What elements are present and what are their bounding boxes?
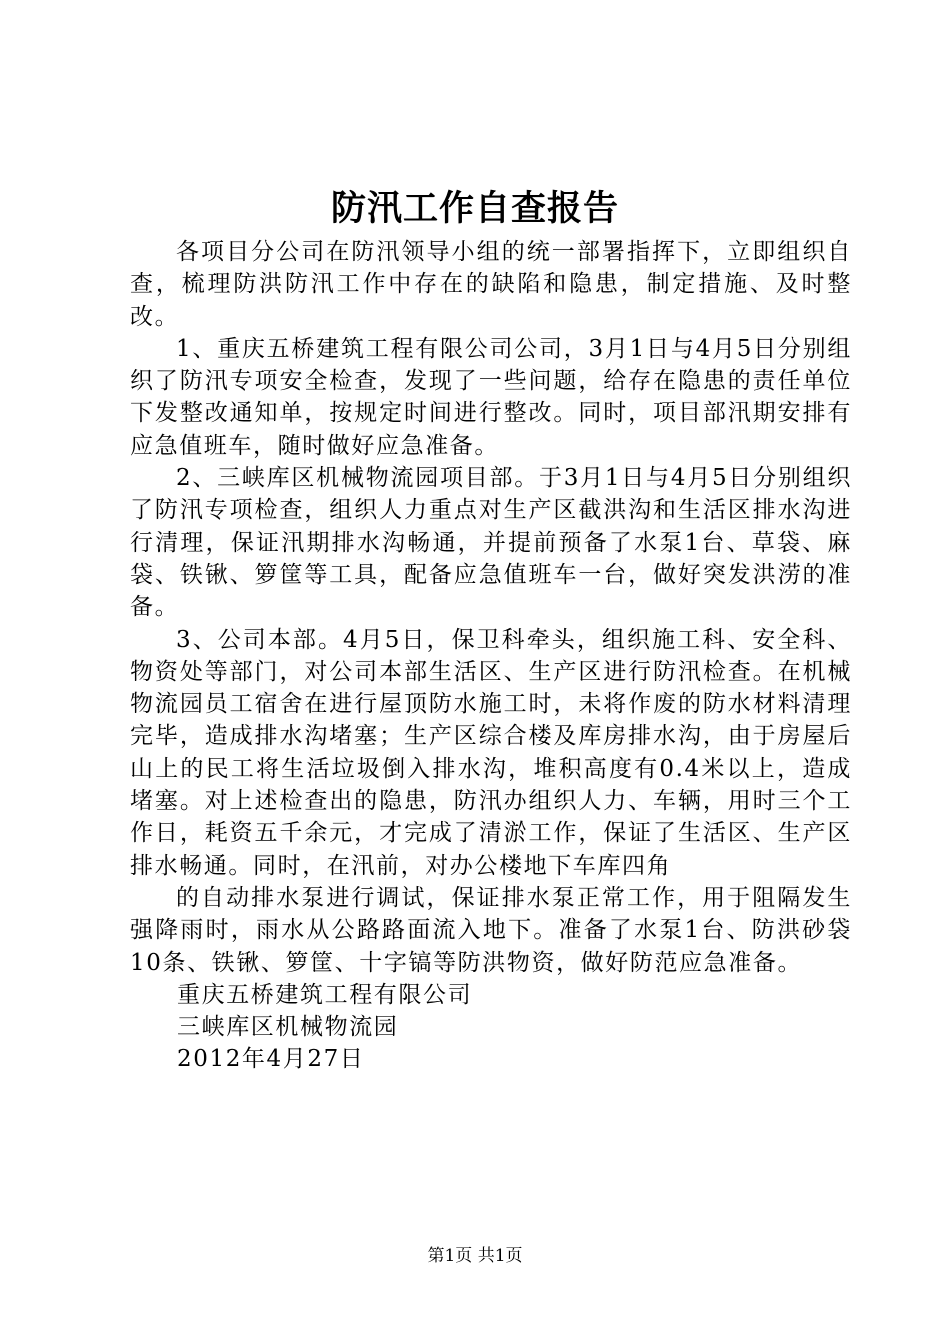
page-footer: 第1页 共1页 xyxy=(427,1246,523,1266)
paragraph-intro: 各项目分公司在防汛领导小组的统一部署指挥下，立即组织自查，梳理防洪防汛工作中存在的缺陷和隐患，制定措施、及时整改。 xyxy=(130,239,852,330)
paragraph-item-2: 2、三峡库区机械物流园项目部。于3月1日与4月5日分别组织了防汛专项检查，组织人力重点对生产区截洪沟和生活区排水沟进行清理，保证汛期排水沟畅通，并提前预备了水泵1台、草袋、麻袋、铁锹、箩筐等工具，配备应急值班车一台，做好突发洪涝的准备。 xyxy=(130,465,852,621)
document-title: 防汛工作自查报告 xyxy=(330,188,619,229)
paragraph-item-3-continued: 的自动排水泵进行调试，保证排水泵正常工作，用于阻隔发生强降雨时，雨水从公路路面流入地下。准备了水泵1台、防洪砂袋10条、铁锹、箩筐、十字镐等防洪物资，做好防范应急准备。 xyxy=(130,884,852,976)
paragraph-item-1: 1、重庆五桥建筑工程有限公司公司，3月1日与4月5日分别组织了防汛专项安全检查，发现了一些问题，给存在隐患的责任单位下发整改通知单，按规定时间进行整改。同时，项目部汛期安排有应急值班车，随时做好应急准备。 xyxy=(130,335,852,459)
signature-date: 2012年4月27日 xyxy=(177,1046,365,1073)
document-body xyxy=(130,236,852,1076)
signature-company: 重庆五桥建筑工程有限公司 xyxy=(177,981,473,1008)
signature-unit: 三峡库区机械物流园 xyxy=(177,1014,399,1041)
paragraph-item-3: 3、公司本部。4月5日，保卫科牵头，组织施工科、安全科、物资处等部门，对公司本部生活区、生产区进行防汛检查。在机械物流园员工宿舍在进行屋顶防水施工时，未将作废的防水材料清理完毕，造成排水沟堵塞；生产区综合楼及库房排水沟，由于房屋后山上的民工将生活垃圾倒入排水沟，堆积高度有0.4米以上，造成堵塞。对上述检查出的隐患，防汛办组织人力、车辆，用时三个工作日，耗资五千余元，才完成了清淤工作，保证了生活区、生产区排水畅通。同时，在汛前，对办公楼地下车库四角 xyxy=(130,626,852,879)
